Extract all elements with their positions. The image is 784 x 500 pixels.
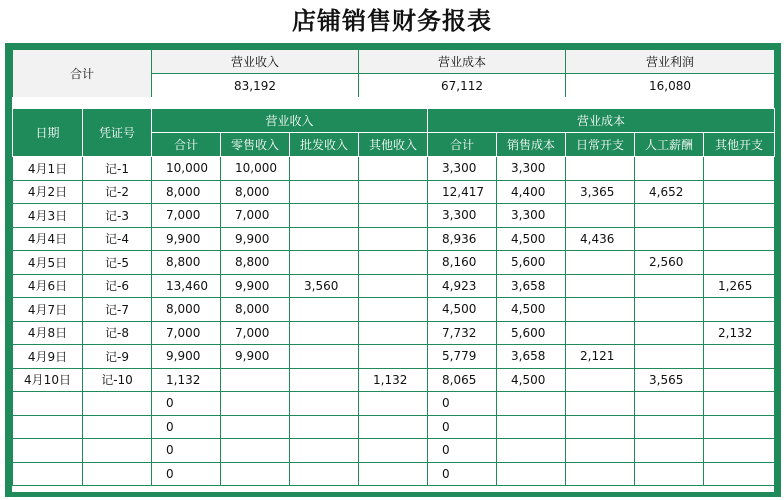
cell-cost-total: 8,936 bbox=[428, 227, 497, 251]
summary-table bbox=[12, 49, 775, 98]
cell-cost-daily bbox=[566, 439, 635, 463]
cell-cost-total: 3,300 bbox=[428, 157, 497, 181]
cell-revenue-retail: 9,900 bbox=[221, 274, 290, 298]
cell-voucher: 记-2 bbox=[83, 180, 152, 204]
cell-cost-total: 8,160 bbox=[428, 251, 497, 275]
cell-revenue-wholesale bbox=[290, 227, 359, 251]
cell-date: 4月2日 bbox=[13, 180, 83, 204]
table-row bbox=[13, 345, 775, 369]
cell-cost-daily bbox=[566, 251, 635, 275]
cell-revenue-total: 10,000 bbox=[152, 157, 221, 181]
cell-date: 4月5日 bbox=[13, 251, 83, 275]
cell-cost-labor bbox=[635, 415, 704, 439]
cell-revenue-other bbox=[359, 439, 428, 463]
table-row bbox=[13, 204, 775, 228]
report-body bbox=[12, 49, 774, 492]
header-cost-labor: 人工薪酬 bbox=[635, 133, 704, 157]
cell-revenue-retail: 8,800 bbox=[221, 251, 290, 275]
cell-cost-daily bbox=[566, 321, 635, 345]
cell-cost-total: 3,300 bbox=[428, 204, 497, 228]
header-revenue-group: 营业收入 bbox=[152, 109, 428, 133]
cell-cost-daily bbox=[566, 392, 635, 416]
summary-header-cost: 营业成本 bbox=[359, 50, 566, 74]
cell-date bbox=[13, 415, 83, 439]
cell-revenue-other bbox=[359, 392, 428, 416]
cell-revenue-other bbox=[359, 321, 428, 345]
cell-revenue-retail: 9,900 bbox=[221, 227, 290, 251]
cell-cost-labor: 4,652 bbox=[635, 180, 704, 204]
cell-voucher bbox=[83, 415, 152, 439]
cell-voucher: 记-6 bbox=[83, 274, 152, 298]
cell-cost-daily: 2,121 bbox=[566, 345, 635, 369]
cell-revenue-wholesale bbox=[290, 321, 359, 345]
cell-cost-other: 2,132 bbox=[704, 321, 775, 345]
cell-revenue-total: 8,800 bbox=[152, 251, 221, 275]
cell-cost-sales: 4,500 bbox=[497, 227, 566, 251]
cell-revenue-total: 0 bbox=[152, 392, 221, 416]
cell-cost-total: 5,779 bbox=[428, 345, 497, 369]
cell-revenue-other bbox=[359, 180, 428, 204]
cell-cost-sales: 4,500 bbox=[497, 368, 566, 392]
cell-cost-total: 0 bbox=[428, 415, 497, 439]
cell-revenue-wholesale bbox=[290, 462, 359, 486]
cell-cost-total: 0 bbox=[428, 392, 497, 416]
section-spacer bbox=[12, 97, 774, 108]
cell-cost-sales: 3,658 bbox=[497, 274, 566, 298]
cell-cost-labor bbox=[635, 321, 704, 345]
table-row bbox=[13, 274, 775, 298]
cell-revenue-wholesale bbox=[290, 204, 359, 228]
header-revenue-other: 其他收入 bbox=[359, 133, 428, 157]
header-cost-sales: 销售成本 bbox=[497, 133, 566, 157]
cell-date bbox=[13, 392, 83, 416]
cell-cost-daily bbox=[566, 462, 635, 486]
cell-cost-labor: 3,565 bbox=[635, 368, 704, 392]
cell-cost-labor bbox=[635, 274, 704, 298]
cell-cost-other bbox=[704, 227, 775, 251]
cell-cost-total: 0 bbox=[428, 439, 497, 463]
cell-cost-total: 4,500 bbox=[428, 298, 497, 322]
header-revenue-wholesale: 批发收入 bbox=[290, 133, 359, 157]
cell-revenue-other bbox=[359, 298, 428, 322]
cell-cost-sales: 4,500 bbox=[497, 298, 566, 322]
cell-cost-labor bbox=[635, 345, 704, 369]
cell-date: 4月9日 bbox=[13, 345, 83, 369]
cell-revenue-retail: 7,000 bbox=[221, 204, 290, 228]
summary-label: 合计 bbox=[13, 50, 152, 98]
cell-voucher: 记-3 bbox=[83, 204, 152, 228]
cell-cost-sales: 5,600 bbox=[497, 251, 566, 275]
cell-cost-daily bbox=[566, 157, 635, 181]
cell-revenue-other bbox=[359, 462, 428, 486]
cell-cost-daily: 4,436 bbox=[566, 227, 635, 251]
cell-date: 4月1日 bbox=[13, 157, 83, 181]
cell-revenue-wholesale bbox=[290, 298, 359, 322]
cell-revenue-total: 0 bbox=[152, 462, 221, 486]
cell-cost-total: 12,417 bbox=[428, 180, 497, 204]
cell-revenue-total: 0 bbox=[152, 439, 221, 463]
cell-cost-other bbox=[704, 180, 775, 204]
cell-date: 4月4日 bbox=[13, 227, 83, 251]
cell-revenue-retail: 7,000 bbox=[221, 321, 290, 345]
table-row bbox=[13, 368, 775, 392]
cell-revenue-other: 1,132 bbox=[359, 368, 428, 392]
report-frame bbox=[5, 43, 781, 497]
cell-revenue-wholesale bbox=[290, 392, 359, 416]
summary-value-revenue: 83,192 bbox=[152, 74, 359, 98]
table-row bbox=[13, 251, 775, 275]
header-revenue-total: 合计 bbox=[152, 133, 221, 157]
report-title: 店铺销售财务报表 bbox=[292, 7, 492, 35]
cell-cost-total: 8,065 bbox=[428, 368, 497, 392]
cell-cost-sales bbox=[497, 392, 566, 416]
cell-date: 4月10日 bbox=[13, 368, 83, 392]
cell-revenue-wholesale bbox=[290, 439, 359, 463]
cell-cost-sales: 3,300 bbox=[497, 157, 566, 181]
cell-cost-sales: 4,400 bbox=[497, 180, 566, 204]
cell-revenue-total: 7,000 bbox=[152, 204, 221, 228]
cell-date: 4月6日 bbox=[13, 274, 83, 298]
cell-revenue-wholesale bbox=[290, 180, 359, 204]
cell-revenue-retail bbox=[221, 368, 290, 392]
cell-date bbox=[13, 462, 83, 486]
cell-cost-daily bbox=[566, 298, 635, 322]
cell-voucher: 记-4 bbox=[83, 227, 152, 251]
cell-cost-total: 7,732 bbox=[428, 321, 497, 345]
summary-header-revenue: 营业收入 bbox=[152, 50, 359, 74]
cell-revenue-other bbox=[359, 157, 428, 181]
detail-table bbox=[12, 108, 775, 486]
cell-revenue-retail: 9,900 bbox=[221, 345, 290, 369]
cell-cost-other bbox=[704, 439, 775, 463]
cell-voucher: 记-7 bbox=[83, 298, 152, 322]
cell-voucher bbox=[83, 392, 152, 416]
cell-cost-daily: 3,365 bbox=[566, 180, 635, 204]
cell-revenue-retail bbox=[221, 462, 290, 486]
cell-cost-labor bbox=[635, 439, 704, 463]
cell-voucher: 记-8 bbox=[83, 321, 152, 345]
cell-date: 4月8日 bbox=[13, 321, 83, 345]
cell-cost-daily bbox=[566, 274, 635, 298]
header-cost-other: 其他开支 bbox=[704, 133, 775, 157]
cell-revenue-retail bbox=[221, 415, 290, 439]
cell-cost-other bbox=[704, 204, 775, 228]
cell-voucher: 记-1 bbox=[83, 157, 152, 181]
cell-date bbox=[13, 439, 83, 463]
header-date: 日期 bbox=[13, 109, 83, 157]
cell-revenue-other bbox=[359, 345, 428, 369]
cell-revenue-retail: 8,000 bbox=[221, 298, 290, 322]
table-row bbox=[13, 439, 775, 463]
cell-cost-labor bbox=[635, 157, 704, 181]
cell-revenue-total: 8,000 bbox=[152, 180, 221, 204]
table-row bbox=[13, 415, 775, 439]
cell-cost-other bbox=[704, 368, 775, 392]
cell-revenue-total: 0 bbox=[152, 415, 221, 439]
cell-cost-sales: 3,658 bbox=[497, 345, 566, 369]
cell-revenue-wholesale bbox=[290, 415, 359, 439]
cell-cost-total: 4,923 bbox=[428, 274, 497, 298]
cell-cost-labor bbox=[635, 392, 704, 416]
cell-cost-labor bbox=[635, 227, 704, 251]
cell-cost-sales bbox=[497, 415, 566, 439]
cell-cost-labor: 2,560 bbox=[635, 251, 704, 275]
cell-cost-daily bbox=[566, 204, 635, 228]
table-row bbox=[13, 462, 775, 486]
cell-revenue-other bbox=[359, 274, 428, 298]
cell-cost-daily bbox=[566, 415, 635, 439]
cell-revenue-retail bbox=[221, 439, 290, 463]
cell-revenue-other bbox=[359, 204, 428, 228]
cell-cost-labor bbox=[635, 298, 704, 322]
cell-cost-sales bbox=[497, 439, 566, 463]
cell-cost-total: 0 bbox=[428, 462, 497, 486]
cell-voucher: 记-5 bbox=[83, 251, 152, 275]
summary-value-cost: 67,112 bbox=[359, 74, 566, 98]
cell-revenue-other bbox=[359, 227, 428, 251]
table-row bbox=[13, 157, 775, 181]
cell-revenue-other bbox=[359, 251, 428, 275]
cell-cost-other bbox=[704, 157, 775, 181]
header-cost-daily: 日常开支 bbox=[566, 133, 635, 157]
cell-revenue-other bbox=[359, 415, 428, 439]
table-row bbox=[13, 180, 775, 204]
cell-cost-daily bbox=[566, 368, 635, 392]
cell-revenue-total: 9,900 bbox=[152, 345, 221, 369]
table-row bbox=[13, 321, 775, 345]
table-row bbox=[13, 392, 775, 416]
cell-revenue-wholesale bbox=[290, 368, 359, 392]
cell-cost-other bbox=[704, 298, 775, 322]
cell-cost-other bbox=[704, 392, 775, 416]
cell-revenue-wholesale bbox=[290, 345, 359, 369]
header-cost-total: 合计 bbox=[428, 133, 497, 157]
cell-cost-sales bbox=[497, 462, 566, 486]
cell-revenue-total: 7,000 bbox=[152, 321, 221, 345]
header-voucher: 凭证号 bbox=[83, 109, 152, 157]
cell-revenue-total: 1,132 bbox=[152, 368, 221, 392]
summary-header-profit: 营业利润 bbox=[566, 50, 775, 74]
cell-voucher bbox=[83, 439, 152, 463]
cell-cost-other bbox=[704, 462, 775, 486]
table-row bbox=[13, 227, 775, 251]
cell-voucher bbox=[83, 462, 152, 486]
cell-revenue-total: 13,460 bbox=[152, 274, 221, 298]
cell-cost-labor bbox=[635, 462, 704, 486]
cell-revenue-retail: 10,000 bbox=[221, 157, 290, 181]
cell-date: 4月7日 bbox=[13, 298, 83, 322]
summary-value-profit: 16,080 bbox=[566, 74, 775, 98]
cell-cost-labor bbox=[635, 204, 704, 228]
cell-revenue-total: 9,900 bbox=[152, 227, 221, 251]
cell-cost-other bbox=[704, 251, 775, 275]
cell-revenue-retail bbox=[221, 392, 290, 416]
cell-voucher: 记-10 bbox=[83, 368, 152, 392]
table-row bbox=[13, 298, 775, 322]
cell-revenue-wholesale bbox=[290, 157, 359, 181]
cell-revenue-retail: 8,000 bbox=[221, 180, 290, 204]
cell-revenue-wholesale bbox=[290, 251, 359, 275]
cell-cost-other: 1,265 bbox=[704, 274, 775, 298]
cell-revenue-wholesale: 3,560 bbox=[290, 274, 359, 298]
cell-cost-other bbox=[704, 415, 775, 439]
detail-rows bbox=[13, 157, 775, 486]
cell-cost-sales: 5,600 bbox=[497, 321, 566, 345]
cell-cost-other bbox=[704, 345, 775, 369]
header-cost-group: 营业成本 bbox=[428, 109, 775, 133]
cell-date: 4月3日 bbox=[13, 204, 83, 228]
header-revenue-retail: 零售收入 bbox=[221, 133, 290, 157]
cell-voucher: 记-9 bbox=[83, 345, 152, 369]
cell-cost-sales: 3,300 bbox=[497, 204, 566, 228]
cell-revenue-total: 8,000 bbox=[152, 298, 221, 322]
